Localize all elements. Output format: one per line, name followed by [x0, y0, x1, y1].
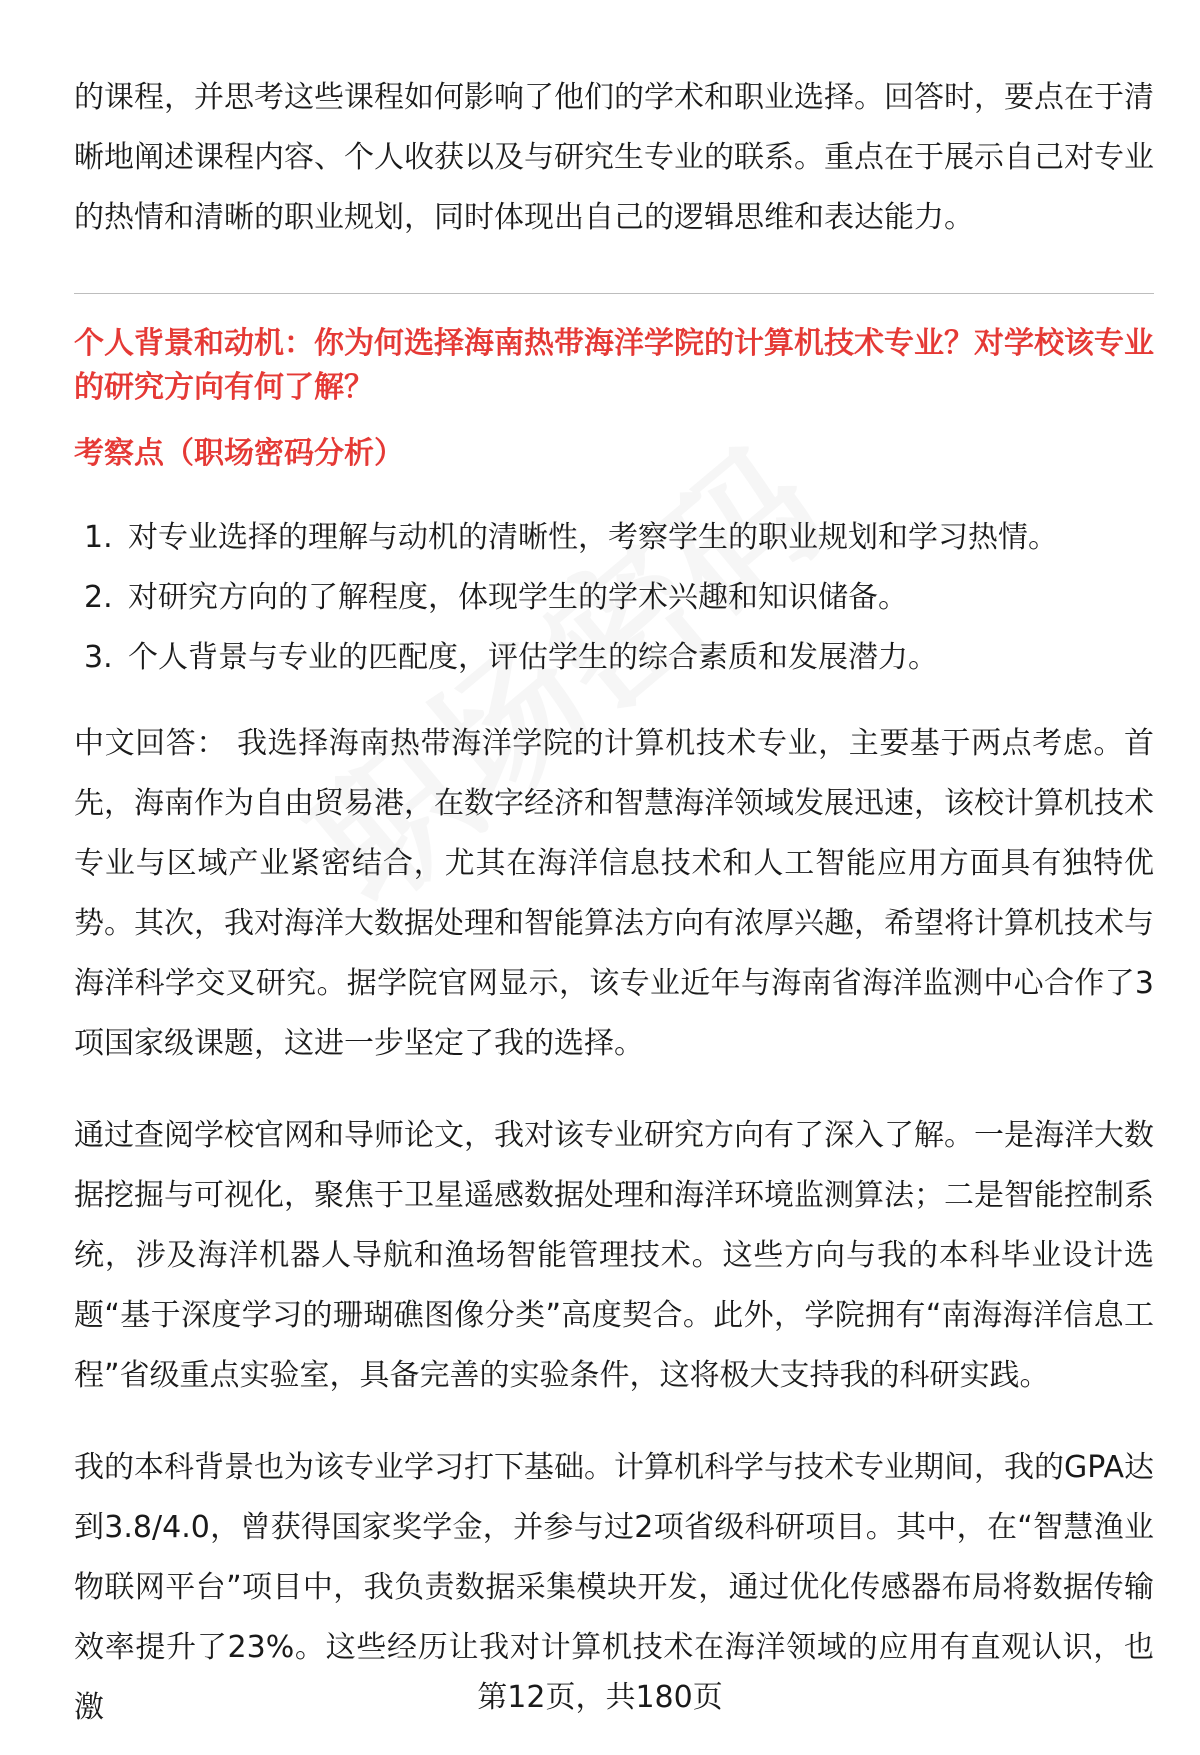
- answer-paragraph: 通过查阅学校官网和导师论文，我对该专业研究方向有了深入了解。一是海洋大数据挖掘与可视化，聚焦于卫星遥感数据处理和海洋环境监测算法；二是智能控制系统，涉及海洋机器人导航和渔场智能管理技术。这些方向与我的本科毕业设计选题“基于深度学习的珊瑚礁图像分类”高度契合。此外，学院拥有“南海海洋信息工程”省级重点实验室，具备完善的实验条件，这将极大支持我的科研实践。: [74, 1118, 1154, 1393]
- analysis-points-list: [84, 508, 1144, 688]
- answer-paragraph: 中文回答： 我选择海南热带海洋学院的计算机技术专业，主要基于两点考虑。首先，海南作为自由贸易港，在数字经济和智慧海洋领域发展迅速，该校计算机技术专业与区域产业紧密结合，尤其在海洋信息技术和人工智能应用方面具有独特优势。其次，我对海洋大数据处理和智能算法方向有浓厚兴趣，希望将计算机技术与海洋科学交叉研究。据学院官网显示，该专业近年与海南省海洋监测中心合作了3项国家级课题，这进一步坚定了我的选择。: [74, 726, 1154, 1061]
- answer-paragraph: 我的本科背景也为该专业学习打下基础。计算机科学与技术专业期间，我的GPA达到3.8/4.0，曾获得国家奖学金，并参与过2项省级科研项目。其中，在“智慧渔业物联网平台”项目中，我负责数据采集模块开发，通过优化传感器布局将数据传输效率提升了23%。这些经历让我对计算机技术在海洋领域的应用有直观认识，也激: [74, 1450, 1154, 1725]
- list-item: [84, 508, 1144, 568]
- list-item-number: 2.: [84, 580, 113, 615]
- analysis-heading: 考察点（职场密码分析）: [74, 436, 404, 471]
- list-item: [84, 628, 1144, 688]
- list-item-number: 3.: [84, 640, 113, 675]
- answer-block-2: [74, 1106, 1154, 1406]
- list-item-text: 对研究方向的了解程度，体现学生的学术兴趣和知识储备。: [128, 580, 908, 615]
- page-footer: 第12页，共180页: [477, 1680, 723, 1715]
- list-item-text: 个人背景与专业的匹配度，评估学生的综合素质和发展潜力。: [128, 640, 938, 675]
- list-item-text: 对专业选择的理解与动机的清晰性，考察学生的职业规划和学习热情。: [128, 520, 1058, 555]
- section-divider: [74, 293, 1154, 294]
- question-heading: 个人背景和动机：你为何选择海南热带海洋学院的计算机技术专业？对学校该专业的研究方向有何了解？: [74, 326, 1154, 405]
- list-item-number: 1.: [84, 520, 113, 555]
- intro-paragraph: 的课程，并思考这些课程如何影响了他们的学术和职业选择。回答时，要点在于清晰地阐述课程内容、个人收获以及与研究生专业的联系。重点在于展示自己对专业的热情和清晰的职业规划，同时体现出自己的逻辑思维和表达能力。: [74, 80, 1154, 235]
- intro-section: [74, 68, 1154, 248]
- list-item: [84, 568, 1144, 628]
- answer-block-1: [74, 714, 1154, 1074]
